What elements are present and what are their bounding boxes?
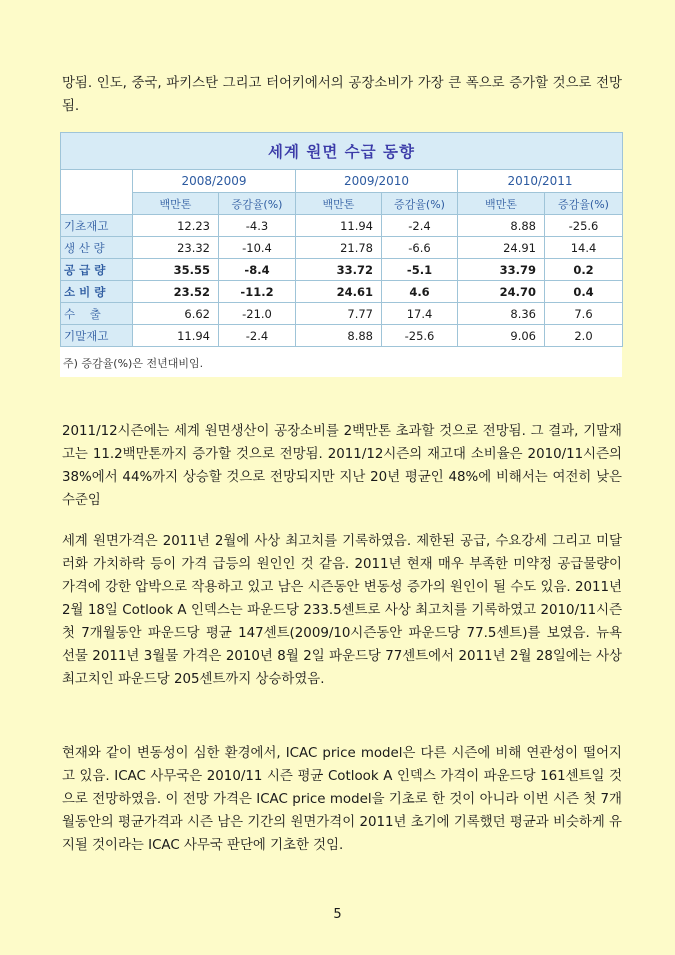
- table-cell: 8.88: [296, 325, 382, 347]
- table-cell: 7.6: [545, 303, 623, 325]
- table-cell: 0.2: [545, 259, 623, 281]
- table-cell: 21.78: [296, 237, 382, 259]
- table-cell: -25.6: [382, 325, 458, 347]
- row-label: 소 비 량: [61, 281, 133, 303]
- table-cell: 24.91: [458, 237, 545, 259]
- table-row-consumption: [61, 281, 623, 303]
- table-cell: 0.4: [545, 281, 623, 303]
- unit-header: 백만톤: [296, 193, 382, 215]
- row-label: 공 급 량: [61, 259, 133, 281]
- unit-header: 증감율(%): [382, 193, 458, 215]
- table-cell: 33.72: [296, 259, 382, 281]
- table-cell: 24.61: [296, 281, 382, 303]
- table-corner-cell: [61, 170, 133, 215]
- unit-header: 백만톤: [458, 193, 545, 215]
- table-cell: -11.2: [219, 281, 296, 303]
- table-cell: -21.0: [219, 303, 296, 325]
- unit-header: 증감율(%): [545, 193, 623, 215]
- row-label: 기초재고: [61, 215, 133, 237]
- table-cell: 33.79: [458, 259, 545, 281]
- table-cell: 17.4: [382, 303, 458, 325]
- table-cell: 14.4: [545, 237, 623, 259]
- table-cell: 23.52: [133, 281, 219, 303]
- year-header: 2010/2011: [458, 170, 623, 193]
- table-cell: 9.06: [458, 325, 545, 347]
- body-paragraph: 현재와 같이 변동성이 심한 환경에서, ICAC price model은 다른 시즌에 비해 연관성이 떨어지고 있음. ICAC 사무국은 2010/11 시즌 평균 Cotlook A 인덱스 가격이 파운드당 161센트일 것으로 전망하였음. 이 전망 가격은 ICAC price model을 기초로 한 것이 아니라 이번 시즌 첫 7개월동안의 평균가격과 시즌 남은 기간의 원면가격이 2011년 초기에 기록했던 평균과 비슷하게 유지될 것이라는 ICAC 사무국 판단에 기초한 것임.: [62, 746, 622, 853]
- table-cell: 8.88: [458, 215, 545, 237]
- cotton-supply-demand-table: [60, 132, 623, 347]
- table-row-opening-stock: [61, 215, 623, 237]
- intro-paragraph: 망됨. 인도, 중국, 파키스탄 그리고 터어키에서의 공장소비가 가장 큰 폭으로 증가할 것으로 전망됨.: [62, 76, 622, 114]
- table-cell: 11.94: [296, 215, 382, 237]
- table-cell: 2.0: [545, 325, 623, 347]
- table-cell: 23.32: [133, 237, 219, 259]
- table-cell: -6.6: [382, 237, 458, 259]
- year-header: 2008/2009: [133, 170, 296, 193]
- table-cell: 7.77: [296, 303, 382, 325]
- table-row-ending-stock: [61, 325, 623, 347]
- table-row-exports: [61, 303, 623, 325]
- table-title: 세계 원면 수급 동향: [61, 133, 623, 170]
- table-row-supply: [61, 259, 623, 281]
- table-cell: 24.70: [458, 281, 545, 303]
- table-cell: -10.4: [219, 237, 296, 259]
- page-number: 5: [333, 907, 342, 922]
- row-label: 기말재고: [61, 325, 133, 347]
- cotton-supply-demand-table-box: [60, 132, 622, 377]
- table-footnote: 주) 증감율(%)은 전년대비임.: [60, 347, 622, 377]
- unit-header: 백만톤: [133, 193, 219, 215]
- table-cell: 4.6: [382, 281, 458, 303]
- table-cell: 12.23: [133, 215, 219, 237]
- body-paragraph: 세계 원면가격은 2011년 2월에 사상 최고치를 기록하였음. 제한된 공급, 수요강세 그리고 미달러화 가치하락 등이 가격 급등의 원인인 것 같음. 2011년 현재 매우 부족한 미약정 공급물량이 가격에 강한 압박으로 작용하고 있고 남은 시즌동안 변동성 증가의 원인이 될 수도 있음. 2011년 2월 18일 Cotlook A 인덱스는 파운드당 233.5센트로 사상 최고치를 기록하였고 2010/11시즌 첫 7개월동안 파운드당 평균 147센트(2009/10시즌동안 파운드당 77.5센트)를 보였음. 뉴욕 선물 2011년 3월물 가격은 2010년 8월 2일 파운드당 77센트에서 2011년 2월 28일에는 사상 최고치인 파운드당 205센트까지 상승하였음.: [62, 534, 622, 687]
- table-cell: 6.62: [133, 303, 219, 325]
- body-paragraph: 2011/12시즌에는 세계 원면생산이 공장소비를 2백만톤 초과할 것으로 전망됨. 그 결과, 기말재고는 11.2백만톤까지 증가할 것으로 전망됨. 2011/12시즌의 재고대 소비율은 2010/11시즌의 38%에서 44%까지 상승할 것으로 전망되지만 지난 20년 평균인 48%에 비해서는 여전히 낮은 수준임: [62, 424, 622, 508]
- table-cell: 8.36: [458, 303, 545, 325]
- table-cell: -2.4: [219, 325, 296, 347]
- table-row-production: [61, 237, 623, 259]
- table-cell: -8.4: [219, 259, 296, 281]
- table-cell: -5.1: [382, 259, 458, 281]
- table-cell: 11.94: [133, 325, 219, 347]
- table-cell: -25.6: [545, 215, 623, 237]
- row-label: 생 산 량: [61, 237, 133, 259]
- unit-header: 증감율(%): [219, 193, 296, 215]
- table-cell: -4.3: [219, 215, 296, 237]
- row-label: 수 출: [61, 303, 133, 325]
- year-header: 2009/2010: [296, 170, 458, 193]
- table-cell: -2.4: [382, 215, 458, 237]
- table-cell: 35.55: [133, 259, 219, 281]
